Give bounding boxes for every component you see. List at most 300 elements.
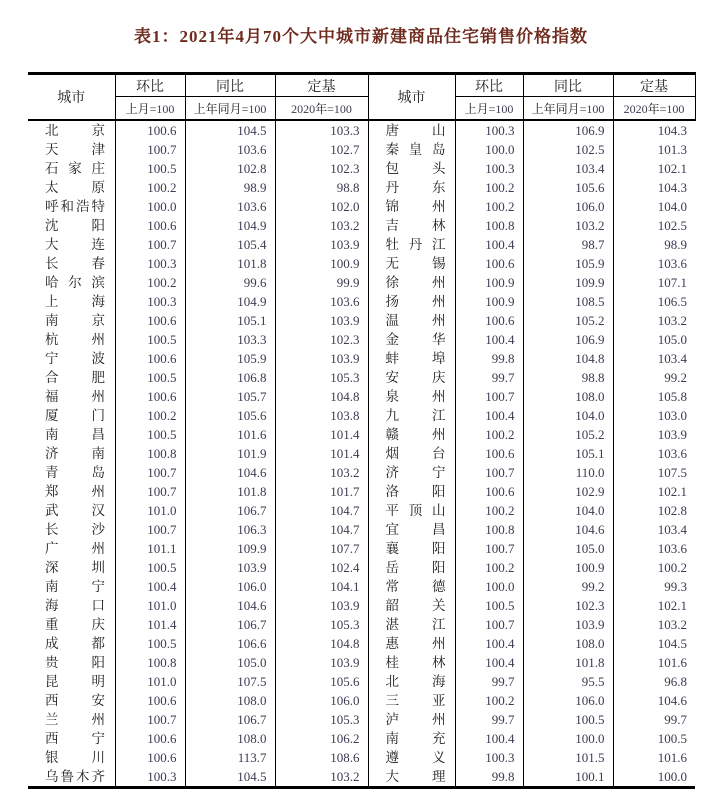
table-row xyxy=(28,767,695,788)
index-value-cell-mom: 100.6 xyxy=(115,216,185,235)
table-row xyxy=(28,520,695,539)
index-value-cell-mom: 101.0 xyxy=(115,596,185,615)
index-value-cell-yoy: 100.0 xyxy=(523,729,613,748)
index-value-cell-base: 103.9 xyxy=(275,311,368,330)
table-row xyxy=(28,729,695,748)
column-header-yoy: 同比 xyxy=(185,74,275,97)
index-value-cell-base: 104.8 xyxy=(275,634,368,653)
city-name-cell: 泉 州 xyxy=(368,387,455,406)
table-row xyxy=(28,577,695,596)
index-value-cell-base: 103.2 xyxy=(275,463,368,482)
column-subheader-mom: 上月=100 xyxy=(455,97,523,121)
column-header-mom: 环比 xyxy=(115,74,185,97)
city-name-cell: 唐 山 xyxy=(368,120,455,140)
city-name-cell: 呼 和 浩 特 xyxy=(28,197,115,216)
column-subheader-yoy: 上年同月=100 xyxy=(185,97,275,121)
index-value-cell-mom: 99.7 xyxy=(455,710,523,729)
index-value-cell-base: 102.7 xyxy=(275,140,368,159)
index-value-cell-base: 103.6 xyxy=(657,446,687,461)
index-value-cell-base: 103.0 xyxy=(657,408,687,423)
column-subheader-mom: 上月=100 xyxy=(115,97,185,121)
index-value-cell-yoy: 106.6 xyxy=(185,634,275,653)
index-value-cell-mom: 100.4 xyxy=(115,577,185,596)
table-title: 表1：2021年4月70个大中城市新建商品住宅销售价格指数 xyxy=(134,27,588,46)
index-value-cell-yoy: 105.0 xyxy=(523,539,613,558)
index-value-cell-mom: 100.3 xyxy=(455,120,523,140)
table-row xyxy=(28,159,695,178)
index-value-cell-mom: 101.0 xyxy=(115,501,185,520)
index-value-cell-mom: 100.2 xyxy=(455,558,523,577)
index-value-cell-mom: 100.6 xyxy=(455,444,523,463)
city-name-cell: 济 南 xyxy=(28,444,115,463)
index-value-cell-base: 103.3 xyxy=(275,120,368,140)
index-value-cell-yoy: 100.5 xyxy=(523,710,613,729)
city-name-cell: 深 圳 xyxy=(28,558,115,577)
index-value-cell-mom: 101.1 xyxy=(115,539,185,558)
index-value-cell-mom: 99.7 xyxy=(455,368,523,387)
index-value-cell-base: 104.0 xyxy=(657,199,687,214)
index-value-cell-base: 102.5 xyxy=(657,218,687,233)
index-value-cell-mom: 100.2 xyxy=(455,691,523,710)
city-name-cell: 福 州 xyxy=(28,387,115,406)
index-value-cell-yoy: 98.7 xyxy=(523,235,613,254)
index-value-cell-base: 101.6 xyxy=(657,750,687,765)
index-value-cell-base: 102.0 xyxy=(275,197,368,216)
city-name-cell: 杭 州 xyxy=(28,330,115,349)
table-row xyxy=(28,615,695,634)
index-value-cell-yoy: 95.5 xyxy=(523,672,613,691)
index-value-cell-mom: 100.4 xyxy=(455,729,523,748)
index-value-cell-yoy: 106.9 xyxy=(523,330,613,349)
index-value-cell-yoy: 103.3 xyxy=(185,330,275,349)
index-value-cell-base: 102.1 xyxy=(657,598,687,613)
index-value-cell-yoy: 105.1 xyxy=(523,444,613,463)
index-value-cell-mom: 101.0 xyxy=(115,672,185,691)
city-name-cell: 宜 昌 xyxy=(368,520,455,539)
index-value-cell-yoy: 104.9 xyxy=(185,292,275,311)
index-value-cell-yoy: 102.5 xyxy=(523,140,613,159)
city-name-cell: 石 家 庄 xyxy=(28,159,115,178)
table-row xyxy=(28,672,695,691)
index-value-cell-yoy: 105.4 xyxy=(185,235,275,254)
city-name-cell: 惠 州 xyxy=(368,634,455,653)
index-value-cell-mom: 100.3 xyxy=(455,748,523,767)
table-row xyxy=(28,634,695,653)
city-name-cell: 沈 阳 xyxy=(28,216,115,235)
column-subheader-yoy: 上年同月=100 xyxy=(523,97,613,121)
index-value-cell-yoy: 108.0 xyxy=(523,634,613,653)
city-name-cell: 青 岛 xyxy=(28,463,115,482)
city-name-cell: 太 原 xyxy=(28,178,115,197)
index-value-cell-yoy: 102.8 xyxy=(185,159,275,178)
index-value-cell-yoy: 105.1 xyxy=(185,311,275,330)
index-value-cell-yoy: 106.3 xyxy=(185,520,275,539)
city-name-cell: 韶 关 xyxy=(368,596,455,615)
city-name-cell: 西 宁 xyxy=(28,729,115,748)
index-value-cell-mom: 100.2 xyxy=(115,406,185,425)
index-value-cell-base: 103.9 xyxy=(657,427,687,442)
city-name-cell: 哈 尔 滨 xyxy=(28,273,115,292)
index-value-cell-mom: 100.2 xyxy=(455,501,523,520)
index-value-cell-base: 108.6 xyxy=(275,748,368,767)
city-name-cell: 合 肥 xyxy=(28,368,115,387)
index-value-cell-mom: 100.6 xyxy=(115,748,185,767)
index-value-cell-mom: 100.6 xyxy=(455,482,523,501)
index-value-cell-yoy: 109.9 xyxy=(185,539,275,558)
index-value-cell-base: 104.7 xyxy=(275,520,368,539)
index-value-cell-base: 103.2 xyxy=(275,767,368,788)
index-value-cell-mom: 100.9 xyxy=(455,292,523,311)
index-value-cell-mom: 100.3 xyxy=(115,254,185,273)
city-name-cell: 扬 州 xyxy=(368,292,455,311)
index-value-cell-yoy: 105.6 xyxy=(523,178,613,197)
index-value-cell-base: 103.6 xyxy=(657,256,687,271)
city-name-cell: 宁 波 xyxy=(28,349,115,368)
table-row xyxy=(28,368,695,387)
table-row xyxy=(28,311,695,330)
index-value-cell-mom: 99.8 xyxy=(455,767,523,788)
city-name-cell: 遵 义 xyxy=(368,748,455,767)
index-value-cell-mom: 100.7 xyxy=(455,463,523,482)
index-value-cell-base: 100.2 xyxy=(657,560,687,575)
index-value-cell-mom: 100.2 xyxy=(455,197,523,216)
index-value-cell-yoy: 101.8 xyxy=(185,482,275,501)
city-name-cell: 秦 皇 岛 xyxy=(368,140,455,159)
index-value-cell-mom: 100.2 xyxy=(115,178,185,197)
table-row xyxy=(28,596,695,615)
city-name-cell: 银 川 xyxy=(28,748,115,767)
index-value-cell-yoy: 104.0 xyxy=(523,501,613,520)
index-value-cell-yoy: 108.0 xyxy=(185,729,275,748)
table-row xyxy=(28,254,695,273)
city-name-cell: 武 汉 xyxy=(28,501,115,520)
index-value-cell-yoy: 103.9 xyxy=(523,615,613,634)
index-value-cell-yoy: 107.5 xyxy=(185,672,275,691)
index-value-cell-base: 98.8 xyxy=(275,178,368,197)
index-value-cell-base: 102.3 xyxy=(275,159,368,178)
city-name-cell: 吉 林 xyxy=(368,216,455,235)
index-value-cell-base: 102.3 xyxy=(275,330,368,349)
index-value-cell-mom: 99.8 xyxy=(455,349,523,368)
index-value-cell-mom: 100.7 xyxy=(115,463,185,482)
table-row xyxy=(28,501,695,520)
city-name-cell: 金 华 xyxy=(368,330,455,349)
index-value-cell-yoy: 106.7 xyxy=(185,615,275,634)
city-name-cell: 郑 州 xyxy=(28,482,115,501)
index-value-cell-yoy: 104.6 xyxy=(185,463,275,482)
index-value-cell-mom: 100.6 xyxy=(115,120,185,140)
column-header-mom: 环比 xyxy=(455,74,523,97)
price-index-table xyxy=(28,72,696,789)
index-value-cell-mom: 100.3 xyxy=(115,292,185,311)
table-row xyxy=(28,653,695,672)
city-name-cell: 贵 阳 xyxy=(28,653,115,672)
city-name-cell: 桂 林 xyxy=(368,653,455,672)
index-value-cell-mom: 100.8 xyxy=(115,444,185,463)
index-value-cell-base: 103.8 xyxy=(275,406,368,425)
index-value-cell-base: 107.7 xyxy=(275,539,368,558)
index-value-cell-base: 105.6 xyxy=(275,672,368,691)
index-value-cell-mom: 100.5 xyxy=(115,425,185,444)
city-name-cell: 湛 江 xyxy=(368,615,455,634)
table-row xyxy=(28,710,695,729)
city-name-cell: 常 德 xyxy=(368,577,455,596)
city-name-cell: 长 沙 xyxy=(28,520,115,539)
index-value-cell-base: 105.0 xyxy=(657,332,687,347)
city-name-cell: 长 春 xyxy=(28,254,115,273)
city-name-cell: 兰 州 xyxy=(28,710,115,729)
index-value-cell-base: 106.2 xyxy=(275,729,368,748)
index-value-cell-mom: 100.6 xyxy=(115,311,185,330)
index-value-cell-yoy: 101.8 xyxy=(185,254,275,273)
city-name-cell: 乌 鲁 木 齐 xyxy=(28,767,115,788)
table-row xyxy=(28,140,695,159)
index-value-cell-mom: 100.7 xyxy=(115,520,185,539)
index-value-cell-yoy: 104.5 xyxy=(185,767,275,788)
index-value-cell-yoy: 106.7 xyxy=(185,710,275,729)
column-header-city: 城市 xyxy=(28,74,115,121)
index-value-cell-mom: 100.0 xyxy=(455,140,523,159)
index-value-cell-mom: 100.6 xyxy=(115,349,185,368)
index-value-cell-base: 102.4 xyxy=(275,558,368,577)
index-value-cell-base: 104.6 xyxy=(657,693,687,708)
index-value-cell-yoy: 105.9 xyxy=(523,254,613,273)
city-name-cell: 天 津 xyxy=(28,140,115,159)
index-value-cell-mom: 100.5 xyxy=(115,159,185,178)
index-value-cell-base: 106.5 xyxy=(657,294,687,309)
index-value-cell-yoy: 108.5 xyxy=(523,292,613,311)
index-value-cell-mom: 100.2 xyxy=(455,425,523,444)
city-name-cell: 洛 阳 xyxy=(368,482,455,501)
index-value-cell-base: 106.0 xyxy=(275,691,368,710)
index-value-cell-base: 105.3 xyxy=(275,710,368,729)
index-value-cell-mom: 100.2 xyxy=(455,178,523,197)
index-value-cell-base: 103.4 xyxy=(657,351,687,366)
index-value-cell-mom: 100.8 xyxy=(115,653,185,672)
index-value-cell-mom: 100.7 xyxy=(115,140,185,159)
index-value-cell-yoy: 106.9 xyxy=(523,120,613,140)
index-value-cell-base: 102.8 xyxy=(657,503,687,518)
table-row xyxy=(28,463,695,482)
index-value-cell-base: 104.1 xyxy=(275,577,368,596)
table-header xyxy=(28,74,695,121)
index-value-cell-base: 104.5 xyxy=(657,636,687,651)
index-value-cell-mom: 100.7 xyxy=(115,710,185,729)
city-name-cell: 重 庆 xyxy=(28,615,115,634)
city-name-cell: 济 宁 xyxy=(368,463,455,482)
index-value-cell-base: 104.7 xyxy=(275,501,368,520)
index-value-cell-yoy: 99.2 xyxy=(523,577,613,596)
table-row xyxy=(28,330,695,349)
index-value-cell-base: 107.1 xyxy=(657,275,687,290)
city-name-cell: 泸 州 xyxy=(368,710,455,729)
table-row xyxy=(28,292,695,311)
index-value-cell-yoy: 103.9 xyxy=(185,558,275,577)
index-value-cell-base: 107.5 xyxy=(657,465,687,480)
index-value-cell-mom: 100.7 xyxy=(455,539,523,558)
table-row xyxy=(28,178,695,197)
index-value-cell-mom: 100.8 xyxy=(455,216,523,235)
city-name-cell: 丹 东 xyxy=(368,178,455,197)
column-header-city: 城市 xyxy=(368,74,455,121)
city-name-cell: 温 州 xyxy=(368,311,455,330)
index-value-cell-base: 99.3 xyxy=(664,579,687,594)
index-value-cell-mom: 100.6 xyxy=(455,254,523,273)
table-row xyxy=(28,444,695,463)
city-name-cell: 锦 州 xyxy=(368,197,455,216)
index-value-cell-base: 105.3 xyxy=(275,368,368,387)
index-value-cell-yoy: 108.0 xyxy=(523,387,613,406)
index-value-cell-base: 104.8 xyxy=(275,387,368,406)
index-value-cell-base: 102.1 xyxy=(657,484,687,499)
index-value-cell-yoy: 104.5 xyxy=(185,120,275,140)
column-header-base: 定基 xyxy=(275,74,368,97)
table-row xyxy=(28,197,695,216)
index-value-cell-yoy: 109.9 xyxy=(523,273,613,292)
index-value-cell-yoy: 100.9 xyxy=(523,558,613,577)
city-name-cell: 徐 州 xyxy=(368,273,455,292)
index-value-cell-yoy: 104.9 xyxy=(185,216,275,235)
index-value-cell-yoy: 103.6 xyxy=(185,197,275,216)
city-name-cell: 安 庆 xyxy=(368,368,455,387)
table-row xyxy=(28,425,695,444)
index-value-cell-base: 98.9 xyxy=(664,237,687,252)
table-row xyxy=(28,120,695,140)
index-value-cell-yoy: 105.2 xyxy=(523,425,613,444)
index-value-cell-base: 96.8 xyxy=(664,674,687,689)
index-value-cell-mom: 100.7 xyxy=(455,615,523,634)
index-value-cell-mom: 100.4 xyxy=(455,235,523,254)
index-value-cell-yoy: 104.6 xyxy=(523,520,613,539)
table-row xyxy=(28,748,695,767)
index-value-cell-yoy: 104.8 xyxy=(523,349,613,368)
index-value-cell-mom: 100.4 xyxy=(455,406,523,425)
index-value-cell-yoy: 104.0 xyxy=(523,406,613,425)
table-row xyxy=(28,482,695,501)
table-row xyxy=(28,539,695,558)
index-value-cell-base: 102.1 xyxy=(657,161,687,176)
index-value-cell-mom: 100.3 xyxy=(115,767,185,788)
index-value-cell-base: 100.0 xyxy=(657,769,687,784)
city-name-cell: 包 头 xyxy=(368,159,455,178)
index-value-cell-mom: 100.6 xyxy=(115,387,185,406)
index-value-cell-base: 103.4 xyxy=(657,522,687,537)
index-value-cell-base: 101.6 xyxy=(657,655,687,670)
index-value-cell-mom: 100.0 xyxy=(455,577,523,596)
index-value-cell-base: 103.6 xyxy=(275,292,368,311)
index-value-cell-yoy: 105.7 xyxy=(185,387,275,406)
index-value-cell-mom: 99.7 xyxy=(455,672,523,691)
index-value-cell-yoy: 102.9 xyxy=(523,482,613,501)
table-row xyxy=(28,558,695,577)
index-value-cell-yoy: 101.5 xyxy=(523,748,613,767)
table-row xyxy=(28,387,695,406)
column-header-yoy: 同比 xyxy=(523,74,613,97)
city-name-cell: 大 连 xyxy=(28,235,115,254)
city-name-cell: 西 安 xyxy=(28,691,115,710)
city-name-cell: 赣 州 xyxy=(368,425,455,444)
column-header-base: 定基 xyxy=(613,74,695,97)
city-name-cell: 广 州 xyxy=(28,539,115,558)
index-value-cell-base: 104.3 xyxy=(657,180,687,195)
index-value-cell-mom: 100.8 xyxy=(455,520,523,539)
index-value-cell-mom: 100.6 xyxy=(455,311,523,330)
index-value-cell-mom: 100.5 xyxy=(115,558,185,577)
city-name-cell: 昆 明 xyxy=(28,672,115,691)
index-value-cell-base: 103.2 xyxy=(657,313,687,328)
city-name-cell: 南 京 xyxy=(28,311,115,330)
index-value-cell-base: 105.8 xyxy=(657,389,687,404)
index-value-cell-base: 101.4 xyxy=(275,425,368,444)
table-row xyxy=(28,349,695,368)
index-value-cell-base: 103.9 xyxy=(275,235,368,254)
index-value-cell-base: 101.4 xyxy=(275,444,368,463)
index-value-cell-base: 103.2 xyxy=(275,216,368,235)
index-value-cell-yoy: 110.0 xyxy=(523,463,613,482)
table-row xyxy=(28,691,695,710)
table-row xyxy=(28,216,695,235)
index-value-cell-yoy: 106.0 xyxy=(185,577,275,596)
index-value-cell-base: 103.6 xyxy=(657,541,687,556)
column-subheader-base: 2020年=100 xyxy=(275,97,368,121)
index-value-cell-mom: 101.4 xyxy=(115,615,185,634)
city-name-cell: 上 海 xyxy=(28,292,115,311)
city-name-cell: 平 顶 山 xyxy=(368,501,455,520)
table-body xyxy=(28,120,695,788)
index-value-cell-mom: 100.4 xyxy=(455,653,523,672)
city-name-cell: 海 口 xyxy=(28,596,115,615)
index-value-cell-yoy: 98.8 xyxy=(523,368,613,387)
index-value-cell-base: 99.7 xyxy=(664,712,687,727)
index-value-cell-mom: 100.5 xyxy=(115,634,185,653)
city-name-cell: 蚌 埠 xyxy=(368,349,455,368)
city-name-cell: 成 都 xyxy=(28,634,115,653)
index-value-cell-yoy: 103.4 xyxy=(523,159,613,178)
index-value-cell-yoy: 103.6 xyxy=(185,140,275,159)
index-value-cell-base: 99.2 xyxy=(664,370,687,385)
index-value-cell-mom: 100.4 xyxy=(455,634,523,653)
city-name-cell: 南 充 xyxy=(368,729,455,748)
index-value-cell-mom: 100.5 xyxy=(115,368,185,387)
index-value-cell-base: 101.3 xyxy=(657,142,687,157)
index-value-cell-base: 104.3 xyxy=(657,123,687,138)
index-value-cell-yoy: 106.0 xyxy=(523,197,613,216)
index-value-cell-yoy: 103.2 xyxy=(523,216,613,235)
city-name-cell: 大 理 xyxy=(368,767,455,788)
index-value-cell-mom: 100.6 xyxy=(115,691,185,710)
index-value-cell-mom: 100.7 xyxy=(115,482,185,501)
index-value-cell-mom: 100.3 xyxy=(455,159,523,178)
column-subheader-base: 2020年=100 xyxy=(613,97,695,121)
city-name-cell: 襄 阳 xyxy=(368,539,455,558)
index-value-cell-mom: 100.6 xyxy=(115,729,185,748)
index-value-cell-yoy: 113.7 xyxy=(185,748,275,767)
city-name-cell: 厦 门 xyxy=(28,406,115,425)
city-name-cell: 北 海 xyxy=(368,672,455,691)
index-value-cell-base: 103.9 xyxy=(275,653,368,672)
index-value-cell-yoy: 99.6 xyxy=(185,273,275,292)
index-value-cell-yoy: 104.6 xyxy=(185,596,275,615)
index-value-cell-mom: 100.0 xyxy=(115,197,185,216)
table-row xyxy=(28,406,695,425)
city-name-cell: 南 宁 xyxy=(28,577,115,596)
index-value-cell-yoy: 106.8 xyxy=(185,368,275,387)
city-name-cell: 无 锡 xyxy=(368,254,455,273)
index-value-cell-base: 100.9 xyxy=(275,254,368,273)
index-value-cell-mom: 100.5 xyxy=(115,330,185,349)
index-value-cell-mom: 100.7 xyxy=(115,235,185,254)
index-value-cell-yoy: 105.6 xyxy=(185,406,275,425)
